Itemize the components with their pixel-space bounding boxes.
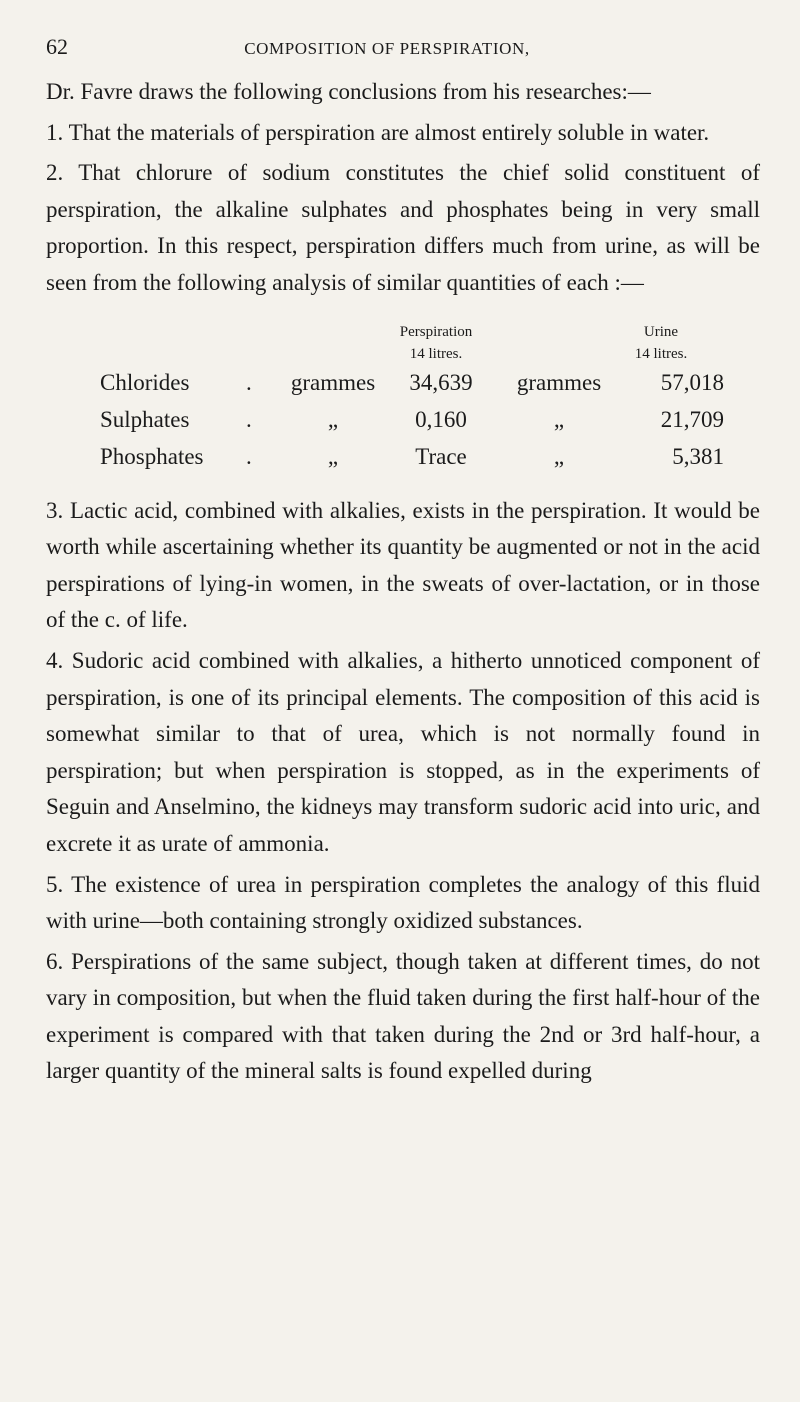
table-row [46, 401, 760, 438]
table-column-heads [46, 316, 760, 364]
urine-value: 57,018 [660, 369, 724, 395]
column-head-perspiration: Perspiration [399, 323, 473, 340]
intro-paragraph: Dr. Favre draws the following conclusions from his researches:— [46, 79, 651, 104]
column-head-urine: Urine [643, 323, 679, 340]
row-leader: . [246, 406, 252, 432]
point-4: 4. Sudoric acid combined with alkalies, a hitherto unnoticed component of perspiration, is one of its principal elements. The composition of this acid is somewhat similar to that of urea, which is not normally found in perspiration; but when perspiration is stopped, as in the experiments of Seguin and Anselmino, the kidneys may transform sudoric acid into uric, and excrete it as urate of ammonia. [46, 647, 760, 856]
perspiration-unit: „ [327, 406, 339, 432]
table-row [46, 438, 760, 475]
point-3: 3. Lactic acid, combined with alkalies, exists in the perspiration. It would be worth while ascertaining whether its quantity be augmented or not in the acid perspirations of lying-in women, in the sweats of over-lactation, or in those of the c. of life. [46, 497, 760, 633]
row-label: Chlorides [100, 369, 190, 395]
page-header [46, 34, 760, 74]
perspiration-unit: grammes [290, 369, 376, 395]
urine-unit: grammes [516, 369, 602, 395]
row-label: Sulphates [100, 406, 190, 432]
analysis-table [46, 316, 760, 475]
row-label: Phosphates [100, 443, 204, 469]
perspiration-unit: „ [327, 443, 339, 469]
page-number: 62 [46, 34, 68, 59]
urine-value: 21,709 [660, 406, 724, 432]
running-head: COMPOSITION OF PERSPIRATION, [244, 39, 530, 58]
table-row [46, 364, 760, 401]
perspiration-value: 34,639 [409, 369, 473, 395]
column-subhead-urine: 14 litres. [634, 345, 688, 362]
urine-unit: „ [553, 406, 565, 432]
urine-value: 5,381 [672, 443, 724, 469]
perspiration-value: 0,160 [415, 406, 467, 432]
point-2: 2. That chlorure of sodium constitutes the chief solid constituent of perspiration, the alkaline sulphates and phosphates being in very small proportion. In this respect, perspiration differs much from urine, as will be seen from the following analysis of similar quantities of each :— [46, 160, 760, 295]
perspiration-value: Trace [415, 443, 467, 469]
point-6: 6. Perspirations of the same subject, though taken at different times, do not vary in composition, but when the fluid taken during the first half-hour of the experiment is compared with that taken during the 2nd or 3rd half-hour, a larger quantity of the mineral salts is found expelled during [46, 948, 760, 1084]
column-subhead-perspiration: 14 litres. [409, 345, 463, 362]
urine-unit: „ [553, 443, 565, 469]
point-1: 1. That the materials of perspiration are almost entirely soluble in water. [46, 119, 710, 145]
row-leader: . [246, 443, 252, 469]
point-5: 5. The existence of urea in perspiration completes the analogy of this fluid with urine—both containing strongly oxidized substances. [46, 871, 760, 934]
row-leader: . [246, 369, 252, 395]
